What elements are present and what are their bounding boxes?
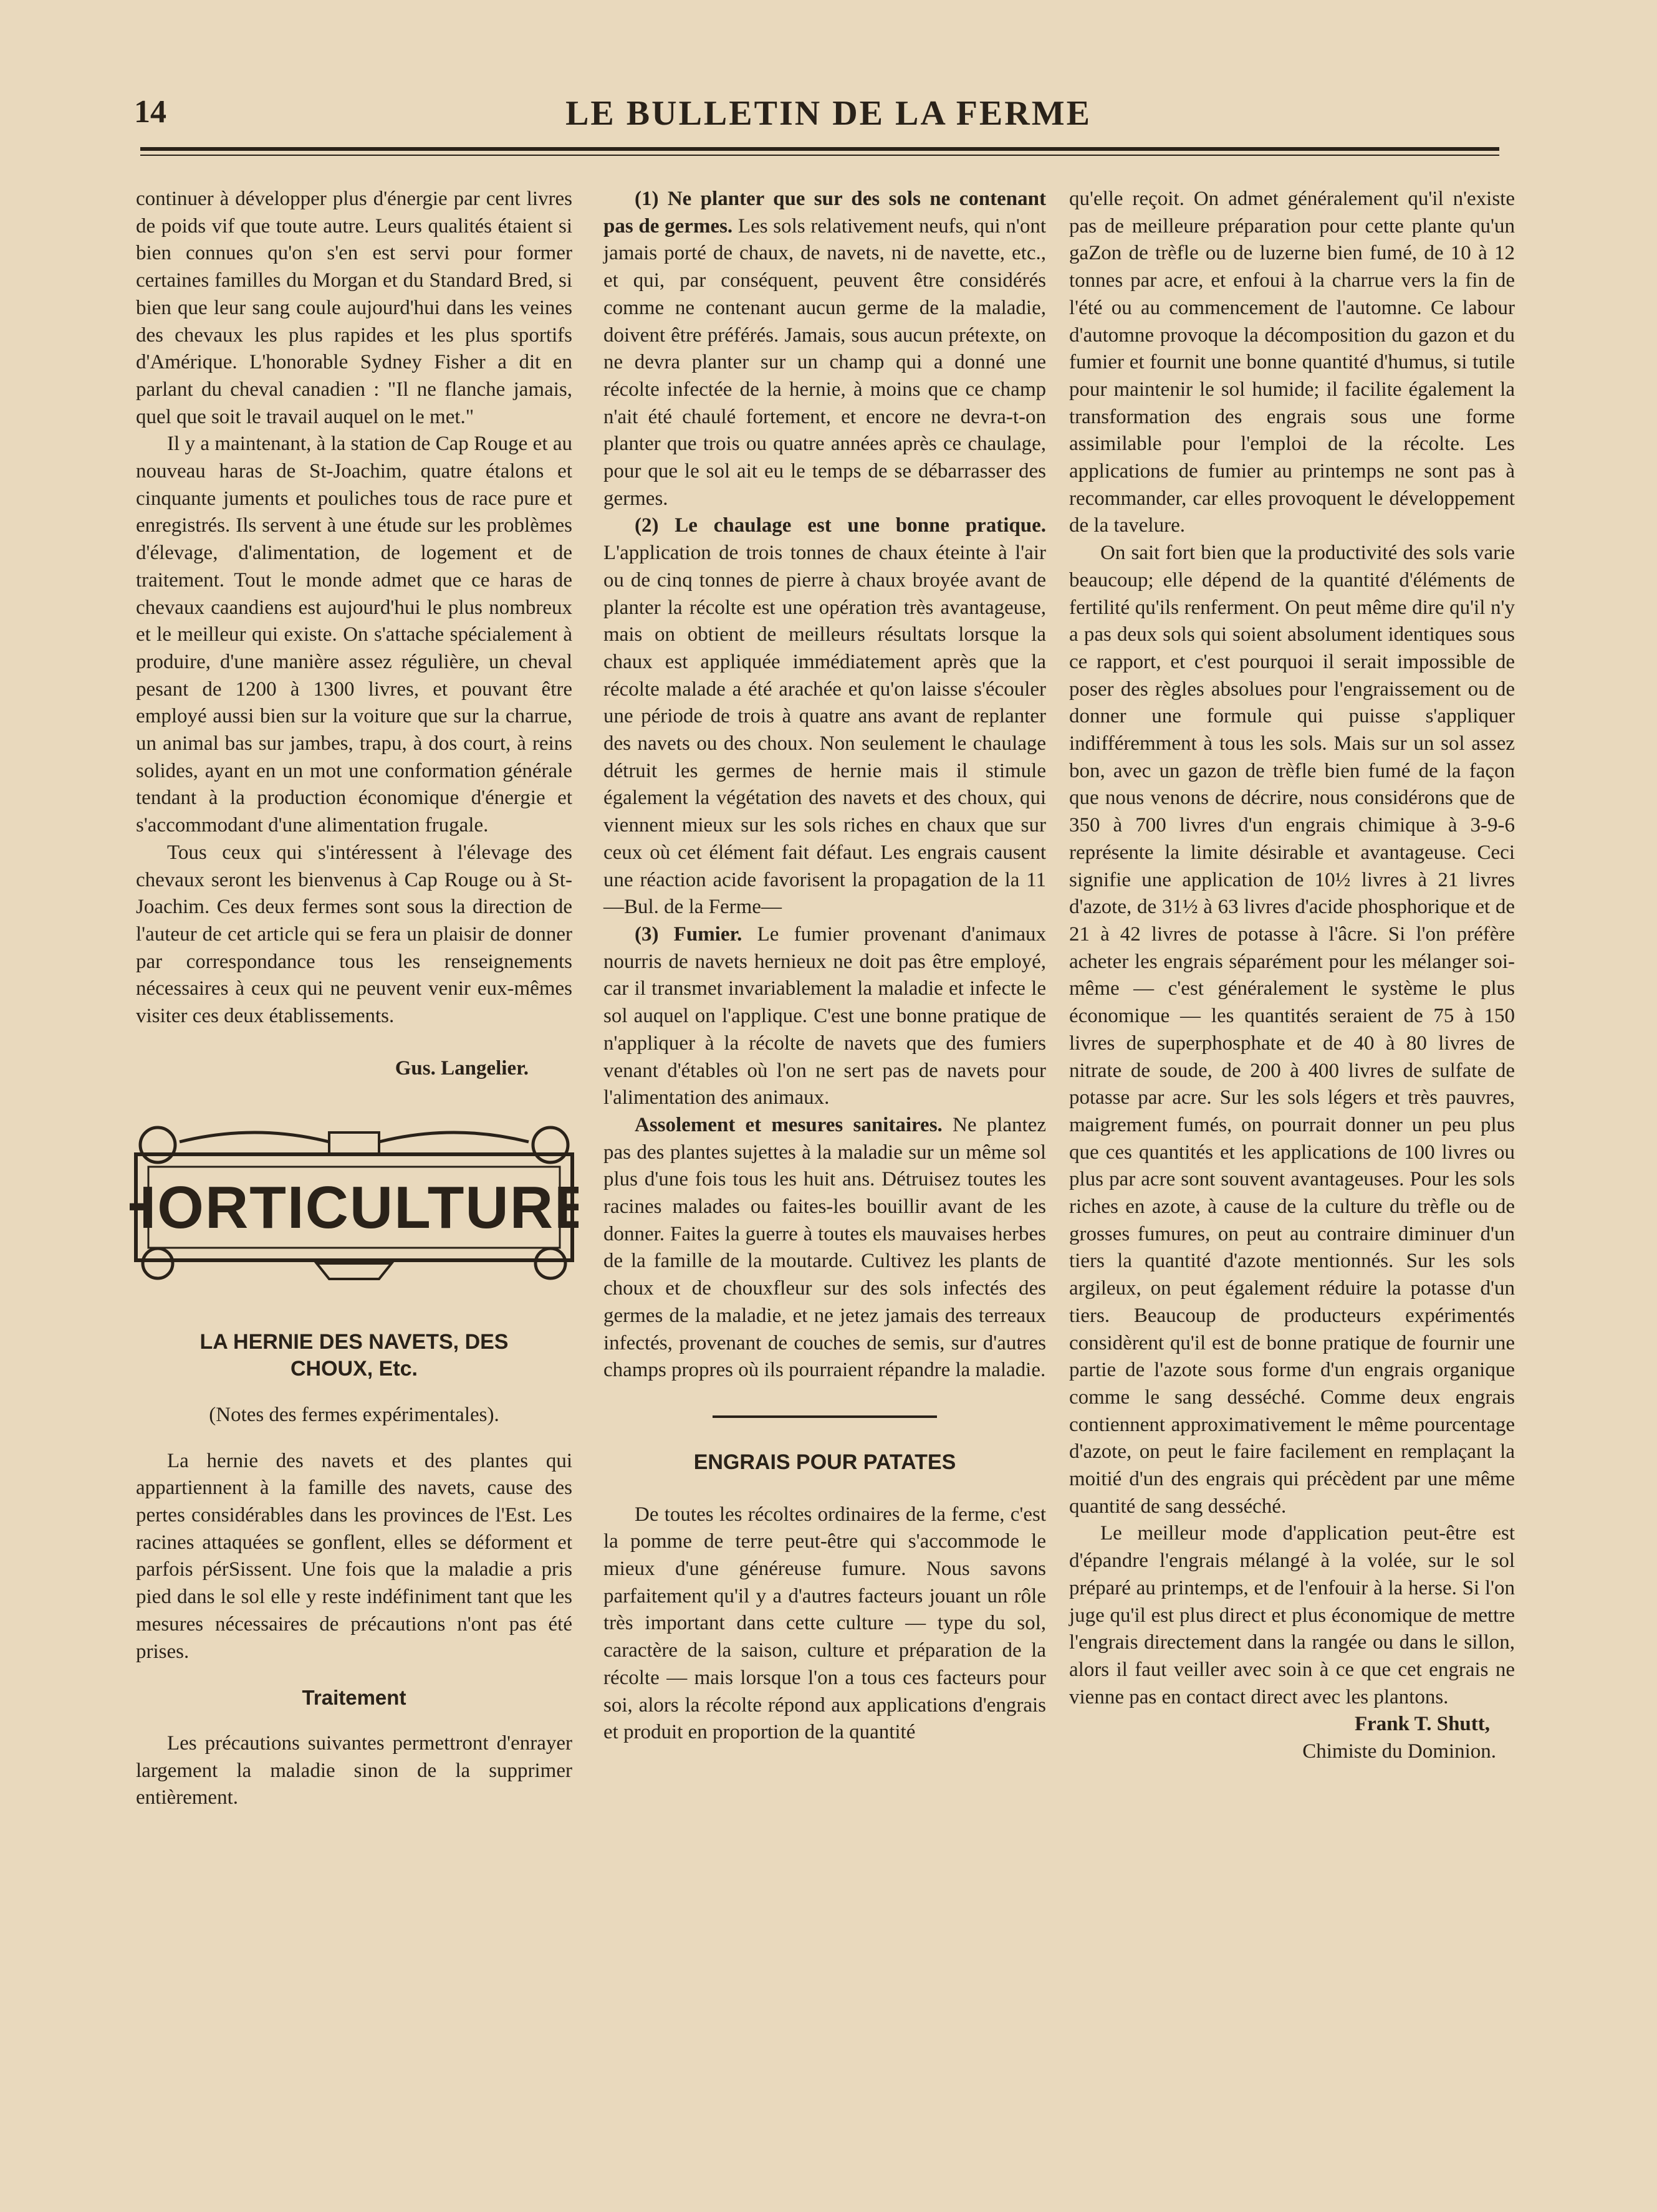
header-rule: [140, 147, 1499, 151]
signature-name: Frank T. Shutt,: [1354, 1713, 1490, 1736]
paragraph: On sait fort bien que la productivité des sols varie beaucoup; elle dépend de la quantité d'éléments de fertilité qu'ils renferment. On peut même dire qu'il n'y a pas deux sols qui soient absolument identiques sous ce rapport, et c'est pourquoi il serait impossible de poser des règles absolues pour l'engraissement ou de donner une formule qui puisse s'appliquer indifféremment à tous les sols. Mais sur un sol assez bon, avec un gazon de trèfle bien fumé de la façon que nous venons de décrire, nous considérons que de 350 à 700 livres d'un engrais chimique à 3-9-6 représente la limite désirable et avantageuse. Ceci signifie une application de 10½ livres à 21 livres d'azote, de 31½ à 63 livres d'acide phosphorique et de 21 à 42 livres de potasse à l'âcre. Si l'on préfère acheter les engrais séparément pour les mélanger soi-même — c'est généralement le système le plus économique — les quantités seraient de 75 à 150 livres de superphosphate et de 40 à 80 livres de nitrate de soude, de 200 à 400 livres de sulfate de potasse par acre. Sur les sols légers et très pauvres, maigrement fumés, on pourrait donner un peu plus que ces quantités et les applications de 100 livres ou plus par acre sont souvent avantageuses. Pour les sols riches en azote, à cause de la culture du trèfle ou de grosses fumures, on peut au contraire diminuer d'un tiers la quantité d'azote mentionnés. Sur les sols argileux, on peut également réduire la potasse d'un tiers. Beaucoup de producteurs expérimentés considèrent qu'il est de bonne pratique de fournir une partie de l'azote sous forme d'un engrais organique comme le sang desséché. Comme deux engrais contiennent approximativement le même pourcentage d'azote, on peut le faire facilement en remplaçant la moitié d'un des engrais qui précèdent par une même quantité de sang desséché.: [1069, 542, 1515, 1518]
signature-role: Chimiste du Dominion.: [1302, 1740, 1496, 1763]
column-right: [1069, 186, 1515, 1766]
paragraph: La hernie des navets et des plantes qui appartiennent à la famille des navets, cause des pertes considérables dans les provinces de l'Est. Les racines attaquées se gonflent, elles se déforment et parfois pérSissent. Une fois que la maladie a pris pied dans le sol elle y reste indéfiniment tant que les mesures nécessaires de précautions n'ont pas été prises.: [136, 1449, 572, 1663]
paragraph: continuer à développer plus d'énergie par cent livres de poids vif que toute autre. Leurs qualités étaient si bien connues qu'on s'en est servi pour former certaines familles du Morgan et du Standard Bred, si bien que leur sang coule aujourd'hui dans les veines des chevaux les plus rapides et les plus sportifs d'Amérique. L'honorable Sydney Fisher a dit en parlant du cheval canadien : "Il ne flanche jamais, quel que soit le travail auquel on le met.": [136, 188, 572, 428]
section-divider: [713, 1415, 937, 1418]
paragraph: De toutes les récoltes ordinaires de la ferme, c'est la pomme de terre peut-être qui s'accommode le mieux d'une généreuse fumure. Nous savons parfaitement qu'il y a d'autres facteurs jouant un rôle très important dans cette culture — type du sol, caractère de la saison, culture et préparation de la récolte — mais lorsque l'on a tous ces facteurs pour soi, alors la récolte répond aux applications d'engrais et produit en proportion de la quantité: [603, 1503, 1046, 1744]
paragraph: [603, 512, 1046, 921]
lead: (2) Le chaulage est une bonne pratique.: [635, 514, 1046, 537]
paragraph: [603, 921, 1046, 1112]
paragraph: [603, 186, 1046, 512]
column-middle: [603, 186, 1046, 1746]
signature: Gus. Langelier.: [395, 1056, 529, 1080]
lead: Assolement et mesures sanitaires.: [635, 1113, 943, 1136]
text: Les sols relativement neufs, qui n'ont jamais porté de chaux, de navets, ni de navette, etc., et qui, par conséquent, peuvent être considérés comme ne contenant aucun germe de la maladie, doivent être préférés. Jamais, sous aucun prétexte, on ne devra planter sur un champ qui a donné une récolte infectée de la hernie, à moins que ce champ n'ait été chaulé fortement, et encore ne devra-t-on planter que trois ou quatre années après ce chaulage, pour que le sol ait eu le temps de se débarrasser des germes.: [603, 214, 1047, 510]
paragraph: Il y a maintenant, à la station de Cap Rouge et au nouveau haras de St-Joachim, quatre étalons et cinquante juments et pouliches tous de race pure et enregistrés. Ils servent à une étude sur les problèmes d'élevage, d'alimentation, de logement et de traitement. Tout le monde admet que ce haras de chevaux caandiens est aujourd'hui le plus nombreux et le meilleur qui existe. On s'attache spécialement à produire, d'une manière assez régulière, un cheval pesant de 1200 à 1300 livres, et pouvant être employé aussi bien sur la voiture que sur la charrue, un animal bas sur jambes, trapu, à dos court, à reins solides, ayant en un mot une conformation générale tendant à la production économique d'énergie et s'accommodant d'une alimentation frugale.: [136, 433, 572, 837]
paragraph: Les précautions suivantes permettront d'enrayer largement la maladie sinon de la supprimer entièrement.: [136, 1731, 572, 1809]
article-title: ENGRAIS POUR PATATES: [693, 1450, 956, 1474]
page-number: 14: [134, 94, 166, 130]
banner-text: HORTICULTURE: [130, 1174, 579, 1241]
paragraph: Le meilleur mode d'application peut-être est d'épandre l'engrais mélangé à la volée, sur le sol préparé au printemps, et de l'enfouir à la herse. Si l'on juge qu'il est plus direct et plus économique de mettre l'engrais directement dans la rangée ou dans le sillon, alors il faut veiller avec soin à ce que cet engrais ne vienne pas en contact direct avec les plantons.: [1069, 1522, 1515, 1708]
column-left: [130, 186, 579, 1812]
header-rule-thin: [140, 155, 1499, 156]
lead: (3) Fumier.: [635, 922, 742, 946]
paragraph: [603, 1112, 1046, 1384]
horticulture-banner: [130, 1117, 579, 1285]
text: L'application de trois tonnes de chaux éteinte à l'air ou de cinq tonnes de pierre à chaux broyée avant de planter la récolte est une opération très avantageuse, mais on obtient de meilleurs résultats lorsque la chaux est appliquée immédiatement après que la récolte malade a été arachée et qu'on laisse s'écouler une période de trois à quatre ans avant de replanter des navets ou des choux. Non seulement le chaulage détruit les germes de hernie mais il stimule également la végétation des navets et des choux, qui viennent mieux sur les sols riches en chaux que sur ceux où cet élément fait défaut. Les engrais causent une réaction acide favorisent la propagation de la 11—Bul. de la Ferme—: [603, 542, 1046, 919]
banner-ornament-icon: [130, 1117, 579, 1285]
article-note: (Notes des fermes expérimentales).: [209, 1403, 499, 1426]
paragraph: qu'elle reçoit. On admet généralement qu'il n'existe pas de meilleure préparation pour cette plante qu'un gaZon de trèfle ou de luzerne bien fumé, de 10 à 12 tonnes par acre, et enfoui à la charrue vers la fin de l'été ou au commencement de l'automne. Ce labour d'automne provoque la décomposition du gazon et du fumier et fournit une bonne quantité d'humus, si tutile pour maintenir le sol humide; il facilite également la transformation des engrais sous une forme assimilable pour l'emploi de la récolte. Les applications de fumier au printemps ne sont pas à recommander, car elles provoquent le développement de la tavelure.: [1069, 188, 1515, 537]
text: Ne plantez pas des plantes sujettes à la maladie sur un même sol plus d'une fois tous les huit ans. Détruisez toutes les racines malades ou faites-les bouillir avant de les donner. Faites la guerre à toutes els mauvaises herbes de la famille de la moutarde. Cultivez les plants de choux et de chouxfleur sur des sols infectés des germes de la maladie, et ne jetez jamais des terreaux infectés, provenant de couches de semis, sur d'autres champs propres où ils pourraient répandre la maladie.: [603, 1113, 1046, 1382]
subheading: Traitement: [302, 1686, 406, 1710]
article-title: LA HERNIE DES NAVETS, DES CHOUX, Etc.: [199, 1329, 509, 1381]
page-header-title: LE BULLETIN DE LA FERME: [565, 94, 1092, 133]
text: Le fumier provenant d'animaux nourris de navets hernieux ne doit pas être employé, car il transmet invariablement la maladie et infecte le sol auquel on l'applique. C'est une bonne pratique de n'appliquer à la récolte de navets que des fumiers venant d'étables où l'on ne sert pas de navets pour l'alimentation des animaux.: [603, 922, 1046, 1109]
paragraph: Tous ceux qui s'intéressent à l'élevage des chevaux seront les bienvenus à Cap Rouge ou à St-Joachim. Ces deux fermes sont sous la direction de l'auteur de cet article qui se fera un plaisir de donner par correspondance tous les renseignements nécessaires à ceux qui ne peuvent venir eux-mêmes visiter ces deux établissements.: [136, 841, 572, 1028]
lead: (1) Ne planter que sur des sols ne contenant pas de germes.: [603, 188, 1046, 237]
